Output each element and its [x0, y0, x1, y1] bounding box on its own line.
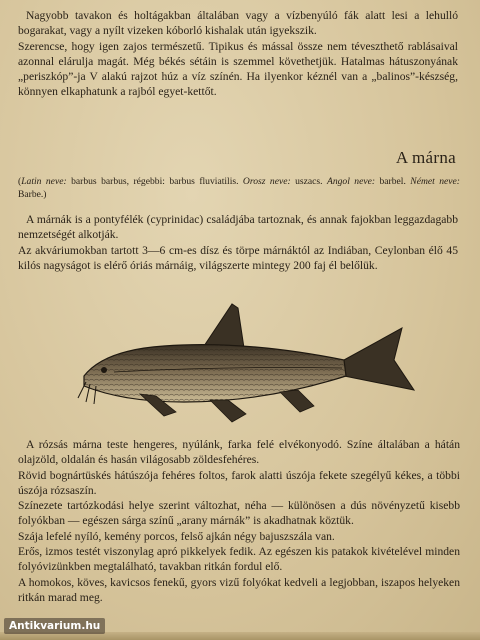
- body2-paragraph-3: Színezete tartózkodási helye szerint változhat, néha — különösen a dús növényzetű kisebb folyókban — egészen sárga színű „arany márnák” is akadhatnak köztük.: [18, 499, 460, 528]
- german-label: Német neve:: [410, 176, 460, 187]
- latin-text: barbus barbus, régebbi: barbus fluviatilis.: [66, 176, 243, 187]
- russian-label: Orosz neve:: [242, 176, 291, 187]
- latin-label: Latin neve:: [21, 176, 67, 187]
- body2-paragraph-4: Szája lefelé nyíló, kemény porcos, felső ajkán négy bajuszszála van.: [18, 529, 335, 543]
- body1-paragraph-2: Az akváriumokban tartott 3—6 cm-es dísz és törpe márnáktól az Indiában, Ceylonban élő 45 kilós nagyságot is elérő óriás márnáig, világszerte mintegy 200 faj él belőlük.: [18, 243, 458, 272]
- body-section-2: [18, 437, 460, 605]
- intro-section: [18, 8, 458, 100]
- book-page: [18, 0, 462, 640]
- body2-paragraph-5: Erős, izmos testét viszonylag apró pikkelyek fedik. Az egészen kis patakok kivételével minden folyóvizünkben megtalálható, tavakban ritkán fordul elő.: [18, 545, 460, 574]
- german-text: Barbe.): [18, 188, 47, 200]
- body-section-1: [18, 212, 458, 273]
- species-names: (Latin neve: barbus barbus, régebbi: barbus fluviatilis. Orosz neve: uszacs. Angol neve: barbel. Német neve: Barbe.): [18, 176, 460, 200]
- intro-paragraph-2: Szerencse, hogy igen zajos természetű. Tipikus és mással össze nem téveszthető rablásaival azonnal elárulja magát. Még békés sétáin is szemmel követhetjük. Hatalmas hátuszonyának „periszkóp”-ja V alakú rajzot húz a víz színén. Ha ilyenkor kéznél van a „balinos”-készség, könnyen elkaphatunk a rajból egyet-kettőt.: [18, 39, 458, 99]
- ventral-fin: [210, 400, 246, 422]
- body2-paragraph-6: A homokos, köves, kavicsos fenekű, gyors vizű folyókat kedveli a legjobban, iszapos helyeken ritkán marad meg.: [18, 575, 460, 604]
- tail-fin: [344, 328, 414, 390]
- anal-fin: [280, 390, 314, 412]
- fish-eye: [101, 367, 107, 373]
- watermark-label: Antikvarium.hu: [4, 618, 105, 634]
- english-label: Angol neve:: [326, 176, 376, 187]
- body1-paragraph-1: A márnák is a pontyfélék (cyprinidac) családjába tartoznak, és annak fajokban leggazdagabb nemzetségét alkotják.: [18, 213, 458, 242]
- barbel-fish-illustration: [44, 298, 424, 428]
- section-title: A márna: [395, 148, 456, 167]
- dorsal-fin: [204, 304, 244, 348]
- body2-paragraph-1: A rózsás márna teste hengeres, nyúlánk, farka felé elvékonyodó. Színe általában a hátán olajzöld, oldalán és hasán világosabb zöldesfehéres.: [18, 438, 460, 467]
- russian-text: uszacs.: [290, 176, 327, 187]
- intro-paragraph-1: Nagyobb tavakon és holtágakban általában vagy a vízbenyúló fák alatt lesi a lehulló bogarakat, vagy a nyílt vizeken kóborló kishalak után igyekszik.: [18, 9, 458, 38]
- english-text: barbel.: [375, 176, 411, 187]
- body2-paragraph-2: Rövid bognártüskés hátúszója fehéres foltos, farok alatti úszója fekete szegélyű kékes, a többi úszója rózsaszín.: [18, 468, 460, 497]
